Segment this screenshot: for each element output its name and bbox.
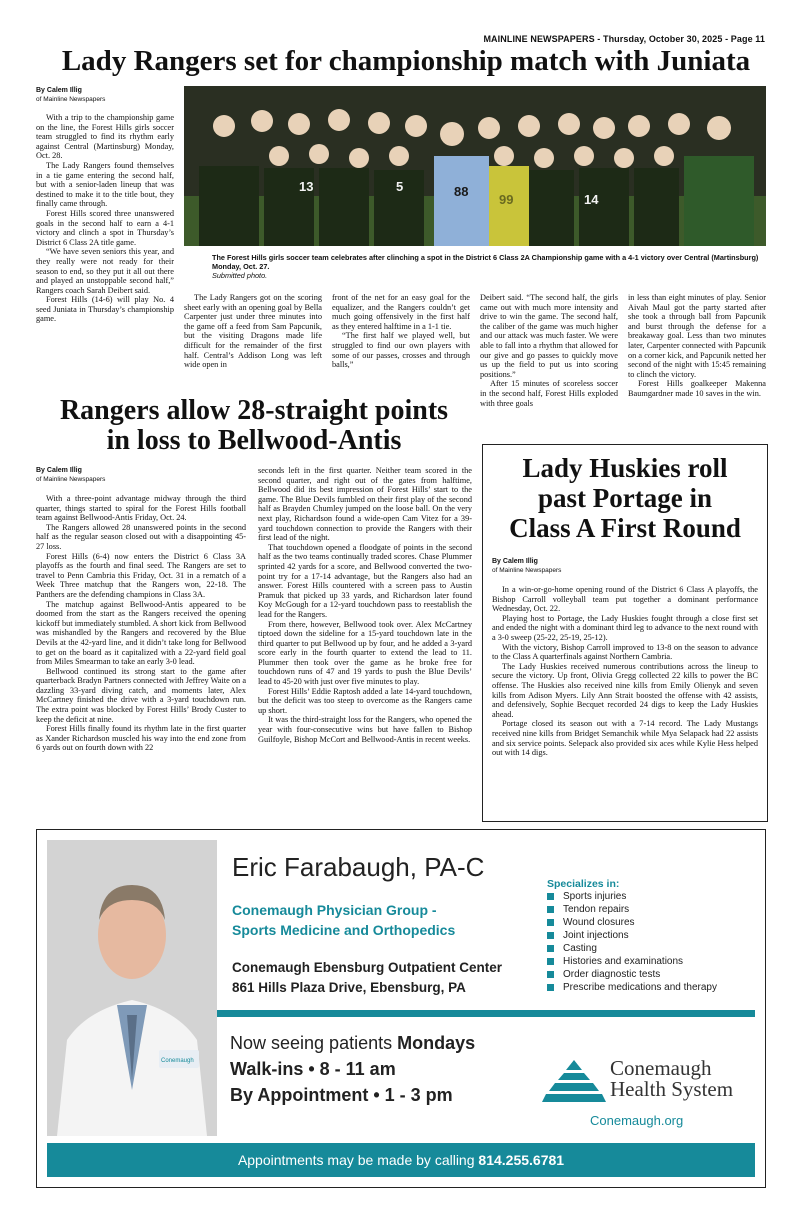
jersey-number: 5 (396, 179, 404, 194)
outpatient-center (232, 958, 502, 998)
paragraph: Forest Hills scored three unanswered goals in the second half to earn a 4-1 victory and clinch a spot in Thursday’s District 6 Class 2A title game. (36, 208, 174, 247)
paragraph: The matchup against Bellwood-Antis appeared to be doomed from the start as the Rangers received the opening kickoff but immediately stumbled. A short kick from Bellwood was mishandled by the Rangers and recovered by the Blue Devils at the 42-yard line, and it didn’t take long for Bellwood to get on the board as it capitalized with a 22-yard field goal from Miles Smearman to take an early 3-0 lead. (36, 599, 246, 667)
story1-column-3 (332, 293, 470, 370)
story2-column-1 (36, 494, 246, 753)
walk-in-hours: Walk-ins • 8 - 11 am (230, 1059, 396, 1079)
photo-caption (212, 253, 768, 280)
paragraph: The Lady Huskies received numerous contributions across the lineup to secure the victory. Up front, Olivia Gregg collected 22 kills to power the BC offense. The Huskies also received nine kills from Emily Olienyk and seven kills from Adison Myers. Lily Ann Strait boosted the offense with 42 assists, and defensively, Sophie Becquet recorded 24 digs to keep the Lady Huskies ahead. (492, 661, 758, 719)
paragraph: “We have seven seniors this year, and they really were not ready for their season to end, so they put it all out there and played an unstoppable second half,” Rangers coach Sarah Deibert said. (36, 247, 174, 295)
logo-mark-icon (542, 1058, 606, 1106)
page-header: MAINLINE NEWSPAPERS - Thursday, October 30, 2025 - Page 11 (483, 34, 765, 44)
paragraph: Portage closed its season out with a 7-14 record. The Lady Mustangs received nine kills from Bridget Semanchik while Mya Selapack had 22 assists and six service points. Selepack also provided six aces while Kylie Hess helped out with 14 digs. (492, 719, 758, 758)
story1-column-4 (480, 293, 618, 408)
headline-lady-huskies (487, 453, 763, 543)
coat-embroidery: Conemaugh (161, 1058, 194, 1064)
story1-column-5 (628, 293, 766, 399)
website-link[interactable]: Conemaugh.org (590, 1113, 684, 1128)
banner-text: Appointments may be made by calling (237, 1152, 479, 1168)
conemaugh-advertisement (36, 829, 766, 1188)
doctor-illustration (47, 840, 217, 1136)
byline (492, 557, 561, 575)
paragraph: In a win-or-go-home opening round of the District 6 Class A playoffs, the Bishop Carroll volleyball team put together a dominant performance Wednesday, Oct. 22. (492, 585, 758, 614)
seeing-prefix: Now seeing patients (230, 1033, 398, 1053)
paragraph: Playing host to Portage, the Lady Huskies fought through a close first set and ended the night with a dominant third leg to advance to the next round with a 3-0 sweep (25-22, 25-19, 25-12). (492, 613, 758, 642)
paragraph: With the victory, Bishop Carroll improved to 13-8 on the season to advance to the Class A quarterfinals against Northern Cambria. (492, 642, 758, 662)
specialty-item: Sports injuries (547, 890, 717, 903)
byline-author: By Calem Illig (36, 467, 82, 474)
paragraph: After 15 minutes of scoreless soccer in the second half, Forest Hills exploded with three goals (480, 379, 618, 408)
paragraph: “The first half we played well, but struggled to find our own players with some of our passes, crosses and through balls,” (332, 331, 470, 370)
specialty-item: Order diagnostic tests (547, 968, 717, 981)
paragraph: Forest Hills finally found its rhythm late in the first quarter as Xander Richardson muscled his way into the end zone from 6 yards out on fourth down with 22 (36, 724, 246, 753)
byline (36, 86, 105, 104)
phone-number[interactable]: 814.255.6781 (478, 1152, 565, 1168)
group-line: Sports Medicine and Orthopedics (232, 922, 456, 938)
headline-rangers-allow (36, 396, 472, 456)
byline-author: By Calem Illig (36, 87, 82, 94)
team-photo (184, 86, 766, 246)
paragraph: in less than eight minutes of play. Senior Aivah Maul got the party started after she took a through ball from Papcunik and burst through the defense for a breakaway goal. Less than two minutes later, Carpenter connected with Papcunik on a corner kick, and Papcunik netted her second of the night with 15:45 remaining to clinch the victory. (628, 293, 766, 379)
paragraph: With a trip to the championship game on the line, the Forest Hills girls soccer team struggled to find its rhythm early against Central (Martinsburg) Monday, Oct. 28. (36, 113, 174, 161)
byline-org: of Mainline Newspapers (36, 476, 106, 483)
logo-line: Health System (610, 1077, 734, 1101)
specialty-item: Histories and examinations (547, 955, 717, 968)
physician-group (232, 900, 455, 940)
byline-author: By Calem Illig (492, 558, 538, 565)
seeing-day: Mondays (397, 1033, 476, 1053)
paragraph: With a three-point advantage midway through the third quarter, things started to spiral for the Forest Hills football team against Bellwood-Antis Friday, Oct. 24. (36, 494, 246, 523)
jersey-number: 13 (299, 179, 314, 194)
paragraph: That touchdown opened a floodgate of points in the second half as the two teams continually traded scores. Chase Plummer sprinted 42 yards for a score, and Bellwood converted the two-point try for a 17-14 advantage, but the Rangers also had an answer. Forest Hills countered with a screen pass to Austin Pramuk that picked up 33 yards, and Richardson later found Koy McGough for a 12-yard touchdown pass to reestablish the lead for the Rangers. (258, 542, 472, 619)
paragraph: The Lady Rangers found themselves in a tie game entering the second half, but with a senior-laden lineup that was destined to make it to the title bout, they finally came through. (36, 160, 174, 209)
specialty-item: Casting (547, 942, 717, 955)
headline-line: Rangers allow 28-straight points (59, 395, 449, 426)
specialty-item: Tendon repairs (547, 903, 717, 916)
byline-org: of Mainline Newspapers (492, 567, 562, 574)
doctor-photo (47, 840, 217, 1136)
group-line: Conemaugh Physician Group - (232, 902, 437, 918)
specialties-list (547, 890, 717, 994)
paragraph: Forest Hills (6-4) now enters the District 6 Class 3A playoffs as the fourth and final seed. The Rangers are set to travel to Penn Cambria this Friday, Oct. 31 in a rematch of a Week Three matchup that the Rangers won, 22-18. The Panthers are the defending champions in Class 3A. (36, 551, 246, 599)
center-name: Conemaugh Ebensburg Outpatient Center (232, 960, 503, 975)
appointment-banner (47, 1143, 755, 1177)
paragraph: front of the net for an easy goal for the equalizer, and the Rangers couldn’t get much going offensively in the first half as they entered halftime in a 1-1 tie. (332, 293, 470, 331)
paragraph: Bellwood continued its strong start to the game after quarterback Bradyn Partners connected with Jeffrey Waite on a dazzling 33-yard diving catch, and moments later, Alex McCartney finished the drive with a 3-yard touchdown run. The extra point was blocked by Forest Hills’ Brody Custer to keep the deficit at nine. (36, 666, 246, 724)
headline-line: Lady Huskies roll (522, 453, 728, 483)
doctor-name: Eric Farabaugh, PA-C (232, 852, 485, 882)
teal-divider (217, 1010, 755, 1017)
specialty-item: Wound closures (547, 916, 717, 929)
center-address: 861 Hills Plaza Drive, Ebensburg, PA (232, 980, 466, 995)
seeing-patients (230, 1030, 475, 1056)
specialty-item: Joint injections (547, 929, 717, 942)
paragraph: The Rangers allowed 28 unanswered points in the second half as the regular season closed out with a disappointing 45-27 loss. (36, 522, 246, 551)
specializes-label: Specializes in: (547, 878, 620, 890)
lady-huskies-story-box (482, 444, 768, 822)
paragraph: Deibert said. “The second half, the girls came out with much more intensity and drive to win the game. The second half, the caliber of the game was much higher and our attack was much faster. We were able to fall into a rhythm that allowed for our give and go passes to quickly move us up the field to put us into scoring positions.” (480, 293, 618, 379)
story3-body (492, 585, 758, 758)
conemaugh-logo (542, 1058, 752, 1108)
story1-column-1 (36, 113, 174, 324)
team-photo-illustration (184, 86, 766, 246)
paragraph: seconds left in the first quarter. Neither team scored in the second quarter, and right out of the gates from halftime, Bellwood did its best impression of Forest Hills’ start to the game. The Blue Devils fumbled on their first play of the second half as Brayden Chumley jumped on the loose ball. On the very next play, Richardson found a wide-open Cam Vitez for a 39-yard touchdown connection to provide the Rangers with their first lead of the night. (258, 466, 472, 543)
paragraph: Forest Hills goalkeeper Makenna Baumgardner made 10 saves in the win. (628, 379, 766, 398)
story1-column-2 (184, 293, 322, 370)
paragraph: From there, however, Bellwood took over. Alex McCartney tiptoed down the sideline for a 15-yard touchdown late in the third quarter to put Bellwood up by four, and he added a 3-yard score early in the fourth quarter to extend the lead to 11. Plummer then took over the game as he broke free for touchdown runs of 47 and 19 yards to push the Blue Devils’ lead to 45-20 with just over five minutes to play. (258, 619, 472, 687)
photo-credit: Submitted photo. (212, 271, 268, 280)
appointment-hours: By Appointment • 1 - 3 pm (230, 1085, 453, 1105)
headline-lady-rangers: Lady Rangers set for championship match with Juniata (61, 45, 751, 77)
paragraph: It was the third-straight loss for the Rangers, who opened the year with four-consecutive wins but have fallen to Bishop Guilfoyle, Bishop McCort and Bellwood-Antis in recent weeks. (258, 715, 472, 744)
jersey-number: 99 (499, 192, 514, 207)
paragraph: Forest Hills’ Eddie Raptosh added a late 14-yard touchdown, but the deficit was too steep to overcome as the Rangers came up short. (258, 686, 472, 715)
logo-line: Conemaugh (610, 1056, 712, 1080)
headline-line: past Portage in (538, 483, 712, 513)
jersey-number: 14 (584, 192, 599, 207)
paragraph: The Lady Rangers got on the scoring sheet early with an opening goal by Bella Carpenter just under three minutes into the game off a feed from Sam Papcunik, but the visiting Dragons made life difficult for the remainder of the first half. Central’s Addison Long was left wide open in (184, 293, 322, 370)
jersey-number: 88 (454, 184, 469, 199)
caption-text: The Forest Hills girls soccer team celebrates after clinching a spot in the District 6 Class 2A Championship game with a 4-1 victory over Central (Martinsburg) Monday, Oct. 27. (212, 253, 759, 271)
byline (36, 466, 105, 484)
byline-org: of Mainline Newspapers (36, 96, 106, 103)
hours-block (230, 1030, 475, 1108)
story2-column-2 (258, 466, 472, 744)
specialty-item: Prescribe medications and therapy (547, 981, 717, 994)
headline-line: Class A First Round (509, 513, 741, 543)
headline-line: in loss to Bellwood-Antis (106, 425, 402, 456)
paragraph: Forest Hills (14-6) will play No. 4 seed Juniata in Thursday’s championship game. (36, 295, 174, 324)
